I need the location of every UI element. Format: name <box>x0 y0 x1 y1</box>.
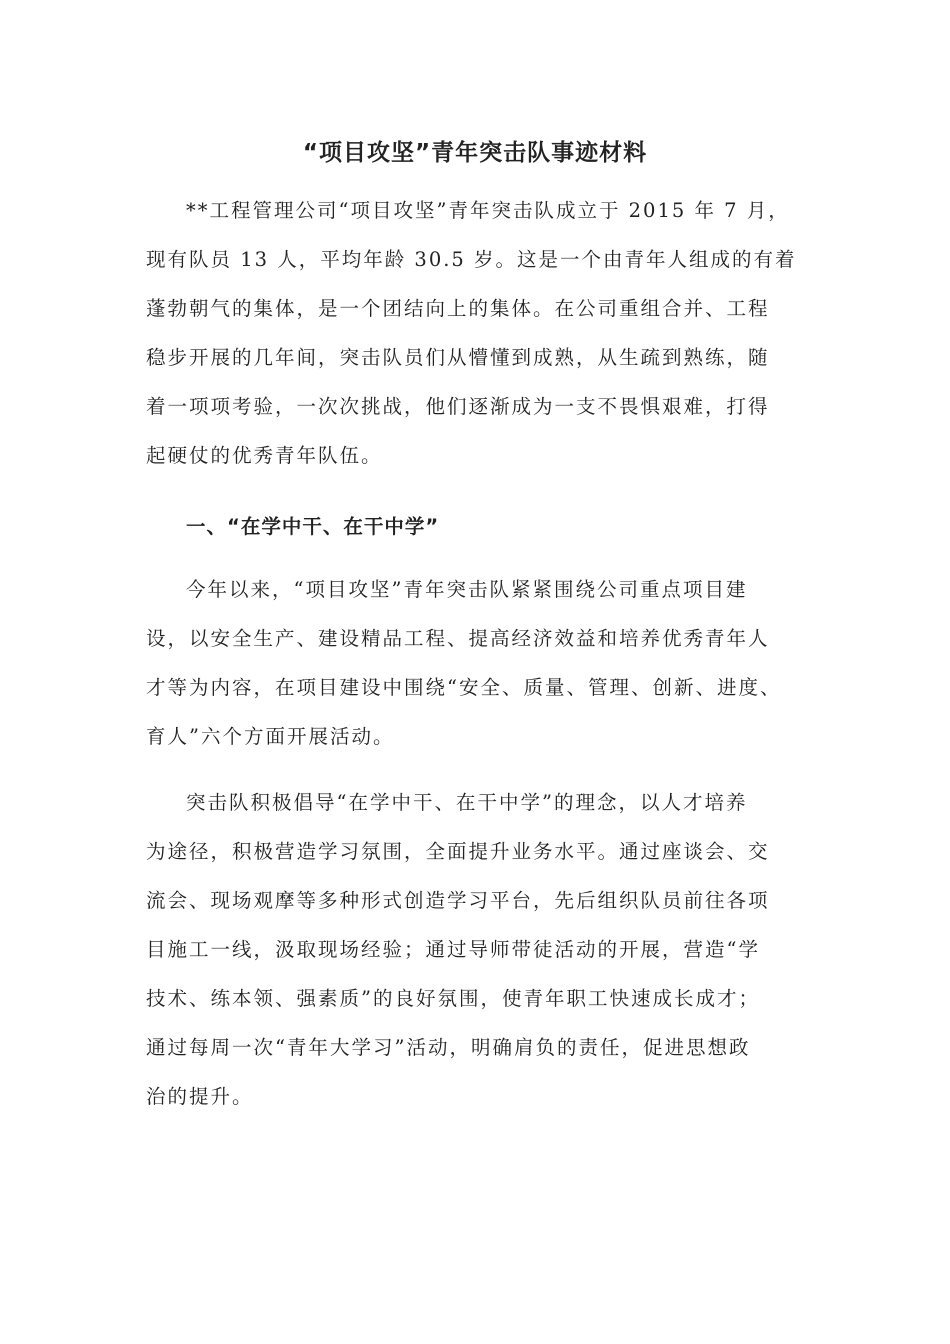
paragraph-line: 通过每周一次“青年大学习”活动，明确肩负的责任，促进思想政 <box>146 1036 751 1059</box>
paragraph-line: 现有队员 13 人，平均年龄 30.5 岁。这是一个由青年人组成的有着 <box>146 248 797 271</box>
paragraph-line: 今年以来，“项目攻坚”青年突击队紧紧围绕公司重点项目建 <box>186 578 748 601</box>
section-paragraph-2 <box>146 778 836 1121</box>
paragraph-line: 起硬仗的优秀青年队伍。 <box>146 444 383 467</box>
paragraph-line: 流会、现场观摩等多种形式创造学习平台，先后组织队员前往各项 <box>146 889 770 912</box>
paragraph-line: 育人”六个方面开展活动。 <box>146 725 395 748</box>
paragraph-line: **工程管理公司“项目攻坚”青年突击队成立于 2015 年 7 月， <box>186 199 790 222</box>
document-title: “项目攻坚”青年突击队事迹材料 <box>302 140 648 166</box>
paragraph-line: 目施工一线，汲取现场经验；通过导师带徒活动的开展，营造“学 <box>146 938 760 961</box>
section-paragraph-1 <box>146 565 836 761</box>
paragraph-line: 着一项项考验，一次次挑战，他们逐渐成为一支不畏惧艰难，打得 <box>146 395 770 418</box>
paragraph-line: 才等为内容，在项目建设中围绕“安全、质量、管理、创新、进度、 <box>146 676 782 699</box>
paragraph-line: 设，以安全生产、建设精品工程、提高经济效益和培养优秀青年人 <box>146 627 770 650</box>
paragraph-line: 蓬勃朝气的集体，是一个团结向上的集体。在公司重组合并、工程 <box>146 297 770 320</box>
section-heading: 一、“在学中干、在干中学” <box>186 515 440 538</box>
paragraph-line: 为途径，积极营造学习氛围，全面提升业务水平。通过座谈会、交 <box>146 840 770 863</box>
paragraph-line: 治的提升。 <box>146 1085 254 1108</box>
paragraph-line: 稳步开展的几年间，突击队员们从懵懂到成熟，从生疏到熟练，随 <box>146 346 770 369</box>
paragraph-line: 突击队积极倡导“在学中干、在干中学”的理念，以人才培养 <box>186 791 748 814</box>
intro-paragraph <box>146 186 836 480</box>
paragraph-line: 技术、练本领、强素质”的良好氛围，使青年职工快速成长成才； <box>146 987 760 1010</box>
